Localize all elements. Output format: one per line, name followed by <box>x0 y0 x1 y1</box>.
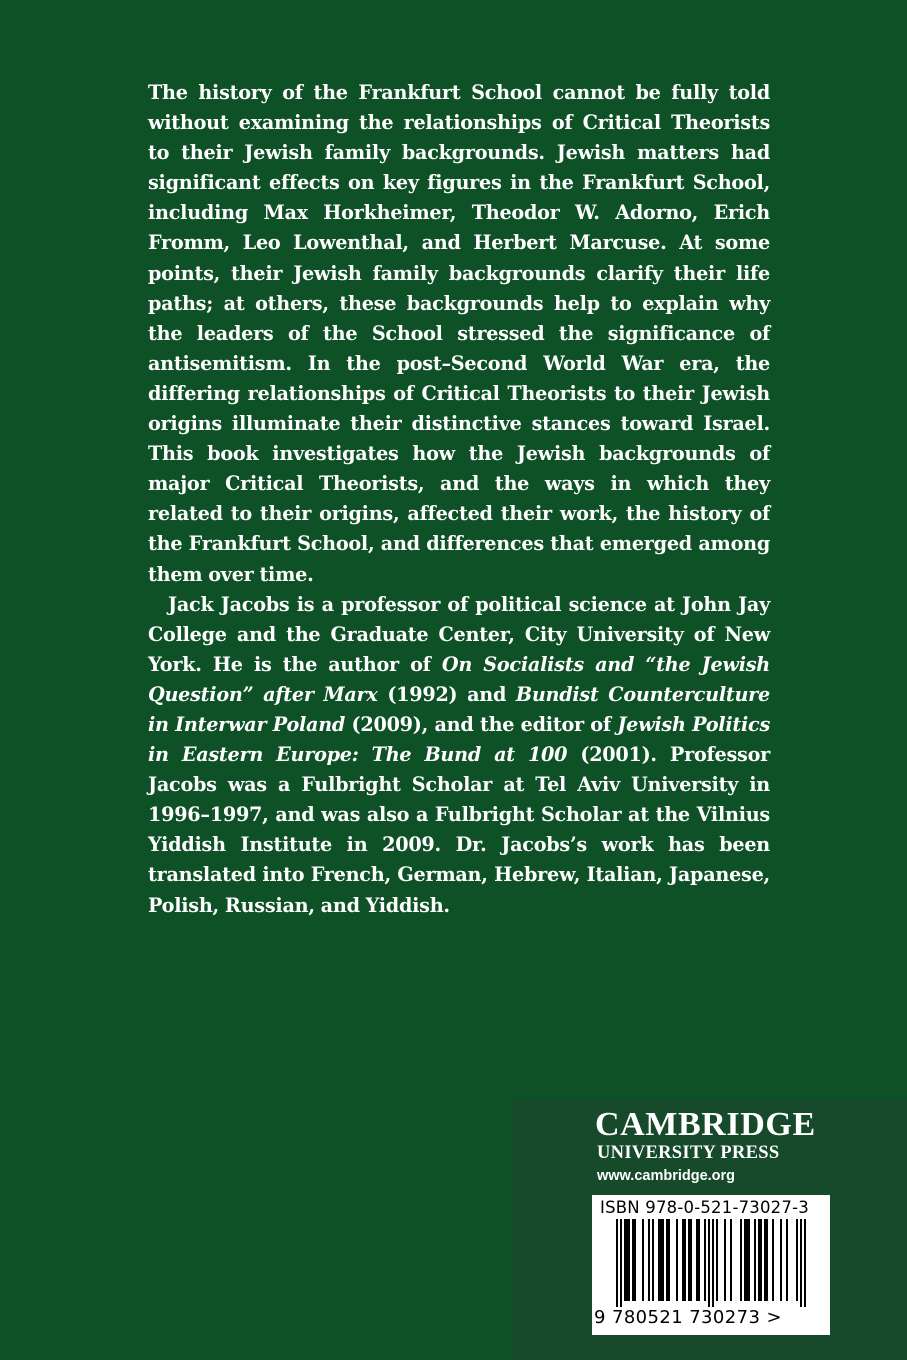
barcode-bar <box>648 1219 650 1301</box>
barcode-bar <box>662 1219 664 1301</box>
barcode-bar <box>696 1219 698 1301</box>
barcode-box <box>592 1195 830 1335</box>
barcode-bar <box>626 1219 628 1301</box>
publisher-name: CAMBRIDGE <box>595 1106 816 1143</box>
barcode-bar <box>628 1219 630 1301</box>
barcode-bar <box>632 1219 634 1301</box>
barcode-bar <box>682 1219 684 1301</box>
barcode-icon <box>602 1219 820 1307</box>
barcode-bar <box>668 1219 670 1301</box>
barcode-bar <box>766 1219 768 1301</box>
barcode-bar <box>642 1219 644 1301</box>
barcode-bar <box>780 1219 782 1301</box>
barcode-bar <box>764 1219 766 1301</box>
barcode-bar <box>690 1219 692 1301</box>
barcode-digits: 9 780521 730273 > <box>594 1307 782 1328</box>
barcode-bar <box>772 1219 774 1301</box>
barcode-bar <box>804 1219 806 1307</box>
barcode-bar <box>676 1219 678 1301</box>
barcode-bar <box>684 1219 686 1301</box>
barcode-bar <box>800 1219 802 1307</box>
book-title-bundist-counterculture: Bundist Counterculture in Interwar Poland <box>148 682 771 736</box>
barcode-bar <box>760 1219 762 1301</box>
blurb-text <box>148 78 770 921</box>
barcode-bar <box>624 1219 626 1301</box>
publisher-panel <box>513 1100 907 1360</box>
barcode-bar <box>740 1219 742 1301</box>
publisher-subtitle: UNIVERSITY PRESS <box>597 1143 780 1163</box>
barcode-bar <box>704 1219 706 1301</box>
author-bio-text-3: (2009), and the editor of <box>351 712 611 736</box>
author-bio-text-2: (1992) and <box>387 682 507 706</box>
barcode-bar <box>746 1219 748 1301</box>
barcode-bar <box>786 1219 788 1301</box>
barcode-bar <box>716 1219 718 1301</box>
blurb-paragraph-author-bio <box>148 590 770 921</box>
barcode-bar <box>634 1219 636 1301</box>
isbn-label: ISBN 978-0-521-73027-3 <box>600 1198 809 1217</box>
barcode-bar <box>708 1219 710 1307</box>
barcode-bar <box>660 1219 662 1301</box>
barcode-bar <box>796 1219 798 1301</box>
publisher-url: www.cambridge.org <box>597 1168 736 1184</box>
book-title-on-socialists: On Socialists and “the Jewish Question” after Marx <box>148 652 770 706</box>
barcode-bar <box>712 1219 714 1307</box>
barcode-bar <box>758 1219 760 1301</box>
barcode-bar <box>730 1219 732 1301</box>
barcode-bar <box>658 1219 660 1301</box>
barcode-bar <box>748 1219 750 1301</box>
barcode-bar <box>620 1219 622 1307</box>
book-title-jewish-politics: Jewish Politics in Eastern Europe: The Bund at 100 <box>148 712 771 767</box>
blurb-paragraph-description: The history of the Frankfurt School cannot be fully told without examining the relationships of Critical Theorists to their Jewish family backgrounds. Jewish matters had significant effects on key figures in the Frankfurt School, including Max Horkheimer, Theodor W. Adorno, Erich Fromm, Leo Lowenthal, and Herbert Marcuse. At some points, their Jewish family backgrounds clarify their life paths; at others, these backgrounds help to explain why the leaders of the School stressed the significance of antisemitism. In the post–Second World War era, the differing relationships of Critical Theorists to their Jewish origins illuminate their distinctive stances toward Israel. This book investigates how the Jewish backgrounds of major Critical Theorists, and the ways in which they related to their origins, affected their work, the history of the Frankfurt School, and differences that emerged among them over time. <box>148 81 770 586</box>
author-bio-text-1: Jack Jacobs is a professor of political science at John Jay College and the Graduate Center, City University of New York. He is the author of <box>148 592 770 676</box>
barcode-bar <box>688 1219 690 1301</box>
barcode-bar <box>616 1219 618 1307</box>
barcode-bar <box>652 1219 654 1301</box>
barcode-bar <box>666 1219 668 1301</box>
barcode-bar <box>754 1219 756 1301</box>
barcode-bar <box>698 1219 700 1301</box>
barcode-bar <box>724 1219 726 1301</box>
author-bio-text-4: (2001). Professor Jacobs was a Fulbright Scholar at Tel Aviv University in 1996–1997, and was also a Fulbright Scholar at the Vilnius Yiddish Institute in 2009. Dr. Jacobs’s work has been translated into French, German, Hebrew, Italian, Japanese, Polish, Russian, and Yiddish. <box>148 743 770 917</box>
barcode-bar <box>744 1219 746 1301</box>
